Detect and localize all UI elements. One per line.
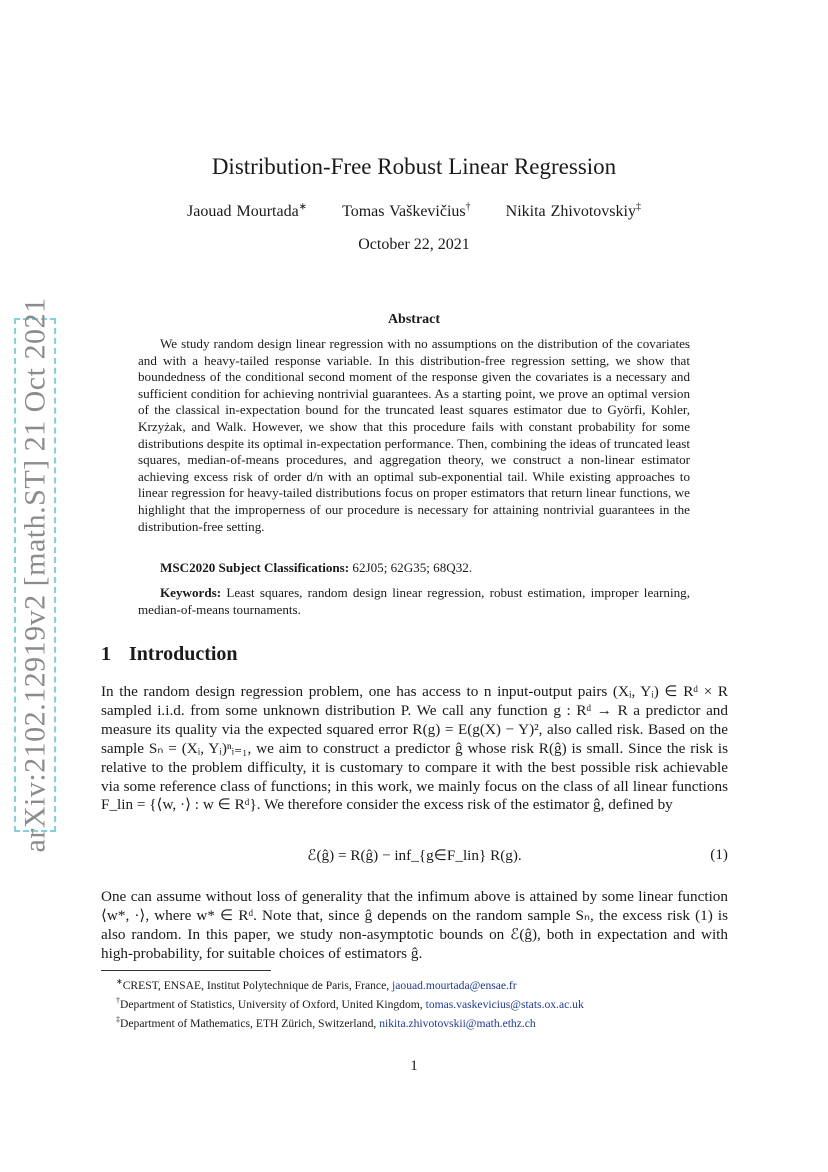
author: Tomas Vaškevičius† — [342, 202, 471, 221]
keywords — [138, 585, 690, 618]
footnote: ∗CREST, ENSAE, Institut Polytechnique de Paris, France, jaouad.mourtada@ensae.fr — [116, 977, 517, 992]
section-number: 1 — [101, 643, 111, 665]
intro-paragraph: One can assume without loss of generality that the infimum above is attained by some linear function ⟨w*, ·⟩, where w* ∈ Rᵈ. Note that, since ĝ depends on the random sample Sₙ, the excess risk (1) is also random. In this paper, we study non-asymptotic bounds on ℰ(ĝ), both in expectation and with high-probability, for suitable choices of estimators ĝ. — [101, 888, 728, 962]
paper-date: October 22, 2021 — [358, 236, 470, 253]
section-title: Introduction — [129, 643, 238, 665]
footnote: †Department of Statistics, University of Oxford, United Kingdom, tomas.vaskevicius@stats.ox.ac.uk — [116, 995, 584, 1011]
arxiv-stamp — [14, 297, 56, 853]
keywords-label: Keywords: — [160, 585, 222, 600]
keywords-value: Least squares, random design linear regression, robust estimation, improper learning, median-of-means tournaments. — [138, 585, 690, 617]
equation-excess-risk — [101, 846, 728, 882]
email-link[interactable]: nikita.zhivotovskii@math.ethz.ch — [379, 1016, 536, 1030]
email-link[interactable]: tomas.vaskevicius@stats.ox.ac.uk — [425, 997, 584, 1011]
msc-classifications — [138, 560, 690, 577]
author: Nikita Zhivotovskiy‡ — [505, 202, 641, 221]
equation-expression: ℰ(ĝ) = R(ĝ) − inf_{g∈F_lin} R(g). — [307, 847, 522, 864]
equation-label: (1) — [710, 846, 728, 863]
intro-paragraph: In the random design regression problem, one has access to n input-output pairs (Xᵢ, Yᵢ) ∈ Rᵈ × R sampled i.i.d. from some unknown distribution P. We call any function g : Rᵈ → R a predictor and measure its quality via the expected squared error R(g) = E(g(X) − Y)², also called risk. Based on the sample Sₙ = (Xᵢ, Yᵢ)ⁿᵢ₌₁, we aim to construct a predictor ĝ whose risk R(ĝ) is small. Since the risk is relative to the problem difficulty, it is customary to compare it with the best possible risk achievable via some reference class of functions; in this work, we mainly focus on the class of all linear functions F_lin = {⟨w, ·⟩ : w ∈ Rᵈ}. We therefore consider the excess risk of the estimator ĝ, defined by — [101, 683, 728, 814]
msc-label: MSC2020 Subject Classifications: — [160, 560, 350, 575]
footnotes — [116, 974, 728, 1031]
footnote-divider — [101, 970, 271, 971]
page-number: 1 — [410, 1058, 418, 1074]
footnote: ‡Department of Mathematics, ETH Zürich, Switzerland, nikita.zhivotovskii@math.ethz.ch — [116, 1014, 536, 1030]
author-list — [0, 202, 828, 221]
abstract-heading: Abstract — [387, 312, 441, 327]
abstract-body: We study random design linear regression with no assumptions on the distribution of the covariates and with a heavy-tailed response variable. In this distribution-free regression setting, we show that boundedness of the conditional second moment of the response given the covariates is a necessary and sufficient condition for achieving nontrivial guarantees. As a starting point, we prove an optimal version of the classical in-expectation bound for the truncated least squares estimator due to Györfi, Kohler, Krzyżak, and Walk. However, we show that this procedure fails with constant probability for some distributions despite its optimal in-expectation performance. Then, combining the ideas of truncated least squares, median-of-means procedures, and aggregation theory, we construct a non-linear estimator achieving excess risk of order d/n with an optimal sub-exponential tail. While existing approaches to linear regression for heavy-tailed distributions focus on proper estimators that return linear functions, we highlight that the improperness of our procedure is necessary for attaining nontrivial guarantees in the distribution-free setting. — [138, 336, 690, 534]
section-heading — [101, 643, 238, 666]
email-link[interactable]: jaouad.mourtada@ensae.fr — [392, 978, 517, 992]
author: Jaouad Mourtada∗ — [187, 202, 308, 221]
arxiv-stamp-text: arXiv:2102.12919v2 [math.ST] 21 Oct 2021 — [18, 297, 51, 853]
paper-title: Distribution-Free Robust Linear Regression — [211, 154, 617, 179]
msc-value: 62J05; 62G35; 68Q32. — [352, 560, 473, 575]
